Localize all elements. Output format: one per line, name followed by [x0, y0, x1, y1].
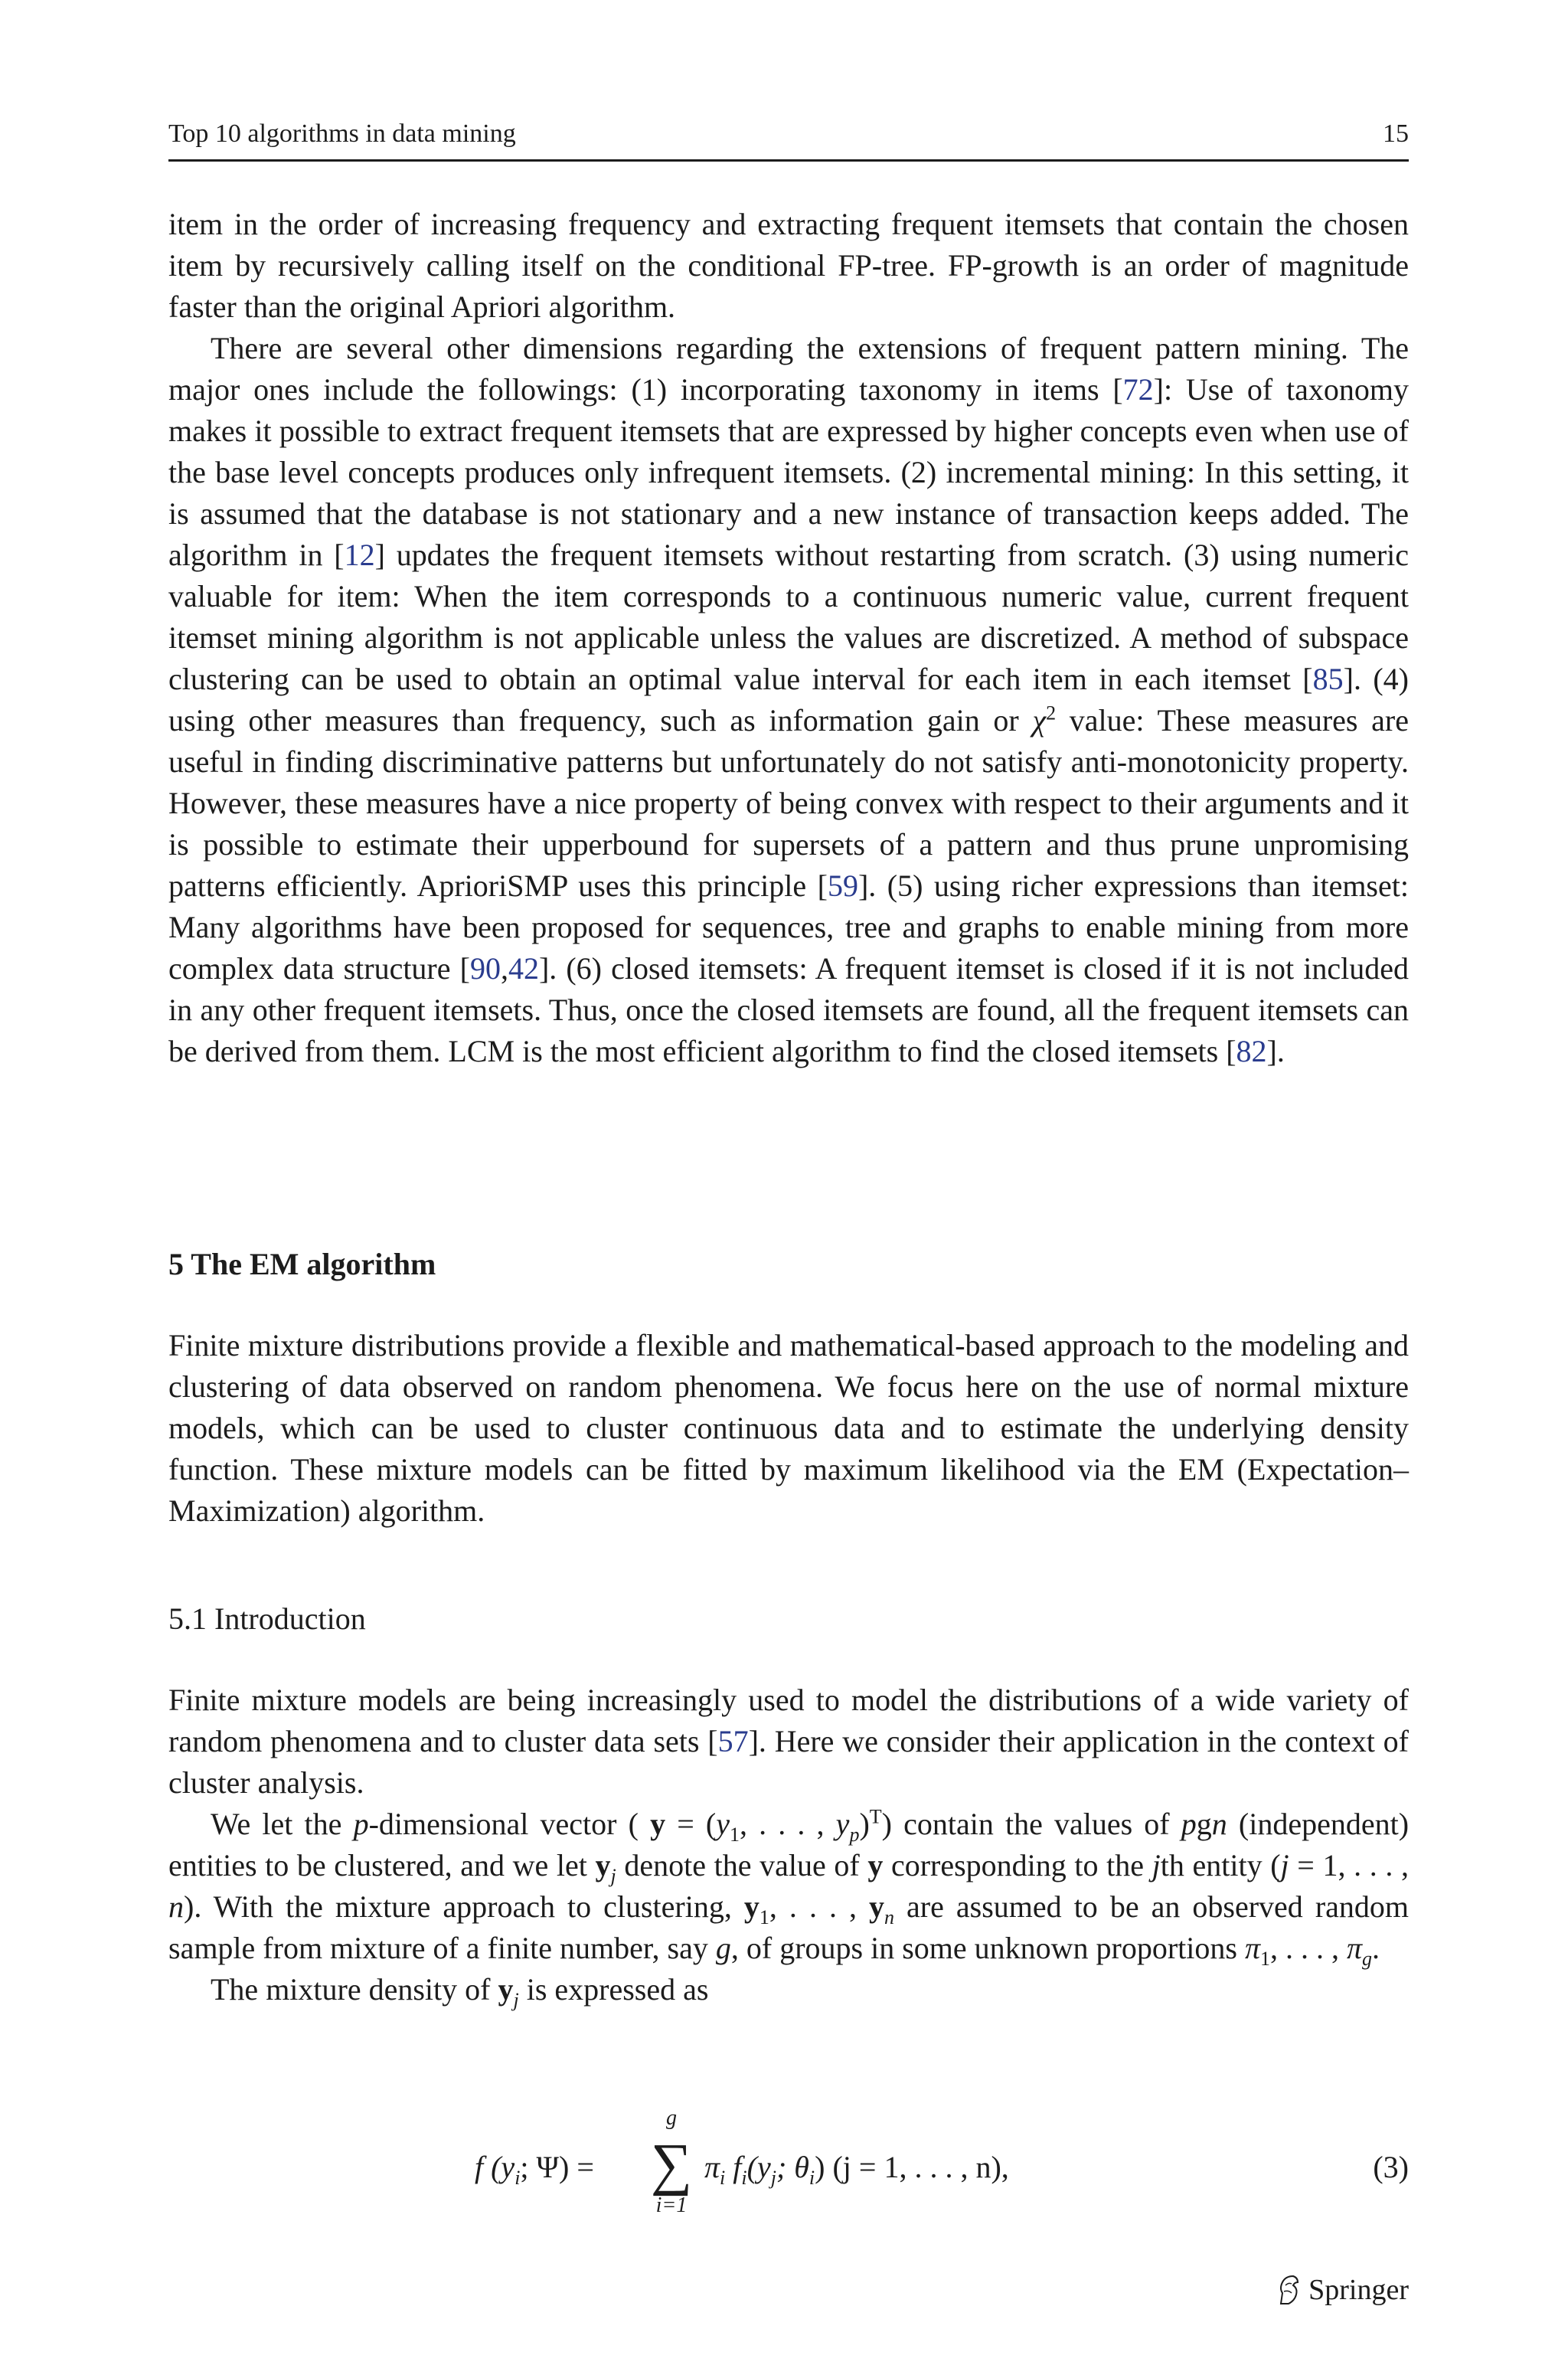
paragraph-vector-definition: We let the p-dimensional vector ( $y = (y_1$, . . . , $y_p)^T$) contain the values of pgn (independent) entities to be clustered, and we let $y_j$ denote the value of y corresponding to the jth entity (j = 1, . . . , n). With the mixture approach to clustering, $y_1$, . . . , $y_n$ are assumed to be an observed random sample from mixture of a finite number, say g, of groups in some unknown proportions $\pi_1$, . . . , $\pi_g$. [168, 1805, 1410, 1970]
equation-number: (3) [1373, 2150, 1409, 2184]
running-header [168, 115, 1409, 162]
paragraph-extensions: There are several other dimensions regarding the extensions of frequent pattern mining. The major ones include the followings: (1) incorporating taxonomy in items [72]: Use of taxonomy makes it possible to extract frequent itemsets that are expressed by higher concepts even when use of the base level concepts produces only infrequent itemsets. (2) incremental mining: In this setting, it is assumed that the database is not stationary and a new instance of transaction keeps added. The algorithm in [12] updates the frequent itemsets without restarting from scratch. (3) using numeric valuable for item: When the item corresponds to a continuous numeric value, current frequent itemset mining algorithm is not applicable unless the values are discretized. A method of subspace clustering can be used to obtain an optimal value interval for each item in each itemset [85]. (4) using other measures than frequency, such as information gain or $\chi^2$ value: These measures are useful in finding discriminative patterns but unfortunately do not satisfy anti-monotonicity property. However, these measures have a nice property of being convex with respect to their arguments and it is possible to estimate their upperbound for supersets of a pattern and thus prune unpromising patterns efficiently. AprioriSMP uses this principle [59]. (5) using richer expressions than itemset: Many algorithms have been proposed for sequences, tree and graphs to enable mining from more complex data structure [90,42]. (6) closed itemsets: A frequent itemset is closed if it is not included in any other frequent itemsets. Thus, once the closed itemsets are found, all the frequent itemsets can be derived from them. LCM is the most efficient algorithm to find the closed itemsets [82]. [168, 331, 1410, 1068]
citation-link[interactable]: 42 [508, 951, 539, 986]
citation-link[interactable]: 72 [1122, 372, 1154, 407]
citation-link[interactable]: 82 [1236, 1034, 1267, 1068]
running-title: Top 10 algorithms in data mining [168, 119, 516, 148]
body-text-block-1 [168, 204, 1409, 1072]
paragraph-mixture-models: Finite mixture models are being increasingly used to model the distributions of a wide variety of random phenomena and to cluster data sets [57]. Here we consider their application in the context of cluster analysis. [168, 1683, 1409, 1800]
paragraph-finite-mixture: Finite mixture distributions provide a flexible and mathematical-based approach to the modeling and clustering of data observed on random phenomena. We focus here on the use of normal mixture models, which can be used to cluster continuous data and to estimate the underlying density function. These mixture models can be fitted by maximum likelihood via the EM (Expectation–Maximization) algorithm. [168, 1328, 1409, 1528]
subsection-heading-introduction: 5.1 Introduction [168, 1601, 366, 1636]
equation-rhs: $\pi_i$ $f_i(y_j$; $\theta_i$) (j = 1, . . . , n), [704, 2150, 1009, 2189]
citation-link[interactable]: 90 [469, 951, 501, 986]
body-text-block-3 [168, 1680, 1409, 2010]
body-text-block-2 [168, 1325, 1409, 1532]
citation-link[interactable]: 59 [827, 868, 858, 903]
summation [645, 2106, 698, 2229]
summation-lower-limit: i=1 [655, 2193, 688, 2217]
springer-horse-icon [1275, 2273, 1302, 2307]
equation-3 [168, 2106, 1409, 2229]
equation-body [475, 2106, 1133, 2229]
equation-lhs: f ($y_i$; Ψ) = [475, 2150, 594, 2189]
citation-link[interactable]: 85 [1312, 662, 1344, 696]
publisher-logo [1275, 2267, 1409, 2313]
paragraph-mixture-density: The mixture density of $y_j$ is expressed as [211, 1972, 709, 2011]
citation-link[interactable]: 57 [717, 1724, 749, 1758]
paragraph-fp-growth: item in the order of increasing frequency and extracting frequent itemsets that contain the chosen item by recursively calling itself on the conditional FP-tree. FP-growth is an order of magnitude faster than the original Apriori algorithm. [168, 207, 1409, 324]
citation-link[interactable]: 12 [344, 538, 375, 572]
chi-symbol: χ [1032, 703, 1047, 738]
paper-page [168, 0, 1409, 2378]
summation-sign: ∑ [650, 2132, 693, 2196]
publisher-name: Springer [1308, 2274, 1409, 2306]
section-heading-em: 5 The EM algorithm [168, 1247, 436, 1281]
page-number: 15 [1383, 119, 1409, 148]
summation-upper-limit: g [666, 2106, 677, 2130]
